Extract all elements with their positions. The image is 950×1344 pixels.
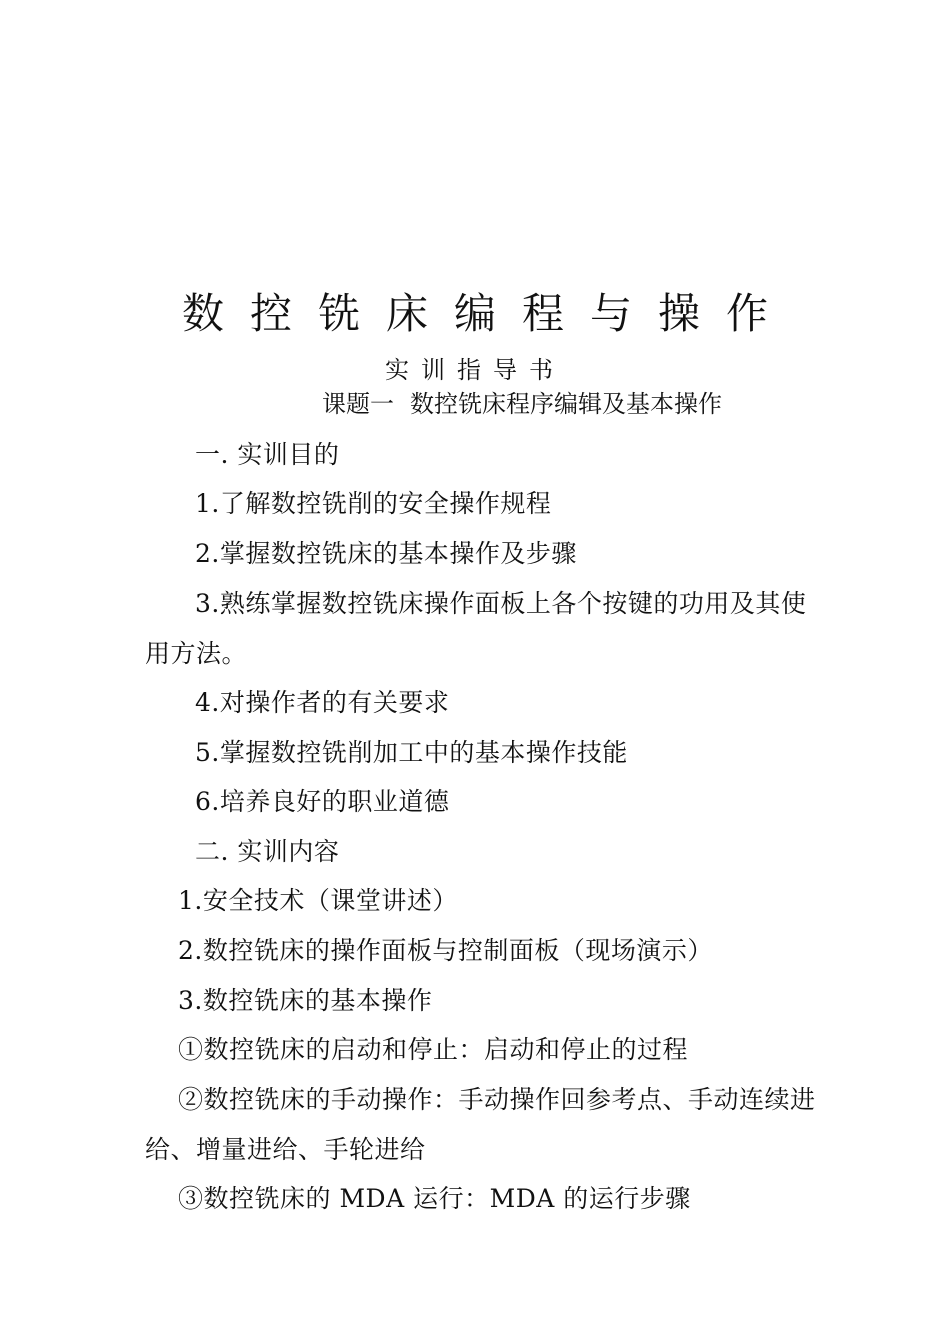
objective-item: 4.对操作者的有关要求 [195,688,450,717]
section-heading-objectives: 一. 实训目的 [195,440,340,469]
section-heading-content: 二. 实训内容 [195,837,340,866]
objective-item: 5.掌握数控铣削加工中的基本操作技能 [195,738,628,767]
objective-item: 1.了解数控铣削的安全操作规程 [195,489,552,518]
objective-item: 3.熟练掌握数控铣床操作面板上各个按键的功用及其使 [195,589,807,618]
lesson-heading [322,388,722,420]
objective-item: 6.培养良好的职业道德 [195,787,450,816]
objective-item: 2.掌握数控铣床的基本操作及步骤 [195,539,577,568]
content-item: 1.安全技术（课堂讲述） [178,886,458,915]
lesson-number: 课题一 [322,390,394,418]
document-title: 数控铣床编程与操作 [181,289,794,338]
content-item: ②数控铣床的手动操作：手动操作回参考点、手动连续进 [178,1085,816,1114]
content-item: 3.数控铣床的基本操作 [178,986,433,1015]
content-item: ③数控铣床的 MDA 运行：MDA 的运行步骤 [178,1184,691,1213]
content-item: 2.数控铣床的操作面板与控制面板（现场演示） [178,936,713,965]
objective-item-continuation: 用方法。 [145,639,248,668]
lesson-name: 数控铣床程序编辑及基本操作 [410,390,722,418]
content-item-continuation: 给、增量进给、手轮进给 [145,1135,426,1164]
document-subtitle: 实训指导书 [385,356,565,384]
content-item: ①数控铣床的启动和停止：启动和停止的过程 [178,1035,689,1064]
